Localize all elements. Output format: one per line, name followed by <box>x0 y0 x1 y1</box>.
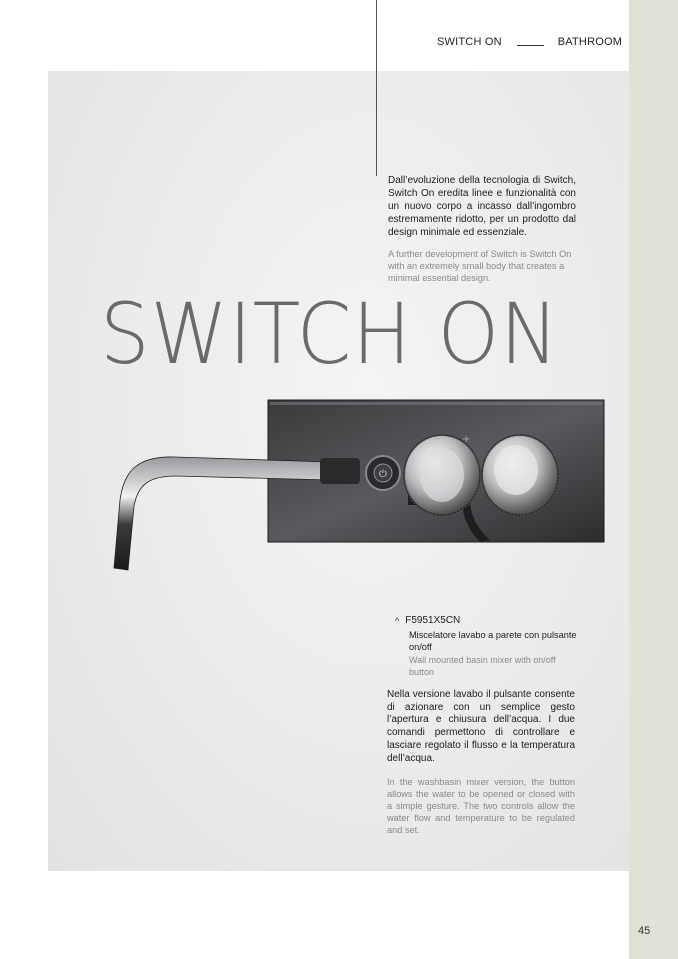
intro-italian: Dall’evoluzione della tecnologia di Switch, Switch On eredita linee e funzionalità con un nuovo corpo a incasso dall’ingombro estremamente ridotto, per un prodotto dal design minimale ed essenziale. <box>388 175 576 238</box>
product-code-line <box>395 615 460 626</box>
chevron-up-icon: ^ <box>395 615 400 626</box>
product-description-italian: Miscelatore lavabo a parete con pulsante on/off <box>409 630 577 652</box>
page-number: 45 <box>638 925 651 937</box>
plus-marker: + <box>462 434 471 445</box>
intro-english: A further development of Switch is Switch On with an extremely small body that creates a minimal essential design. <box>388 249 572 283</box>
minus-marker: − <box>432 434 441 445</box>
body-italian: Nella versione lavabo il pulsante consente di azionare con un semplice gesto l’apertura e chiusura dell’acqua. I due comandi permettono di controllare e lasciare regolato il flusso e la temperatura dell’acqua. <box>387 689 575 764</box>
body-english: In the washbasin mixer version, the button allows the water to be opened or closed with a simple gesture. The two controls allow the water flow and temperature to be regulated and set. <box>387 777 575 835</box>
page-title: SWITCH ON <box>100 285 560 383</box>
header-category-label: BATHROOM <box>557 36 623 48</box>
svg-text:⏻: ⏻ <box>379 469 387 480</box>
header-section-label: SWITCH ON <box>437 36 502 48</box>
product-description-english: Wall mounted basin mixer with on/off button <box>409 655 556 677</box>
product-code: F5951X5CN <box>405 615 461 626</box>
